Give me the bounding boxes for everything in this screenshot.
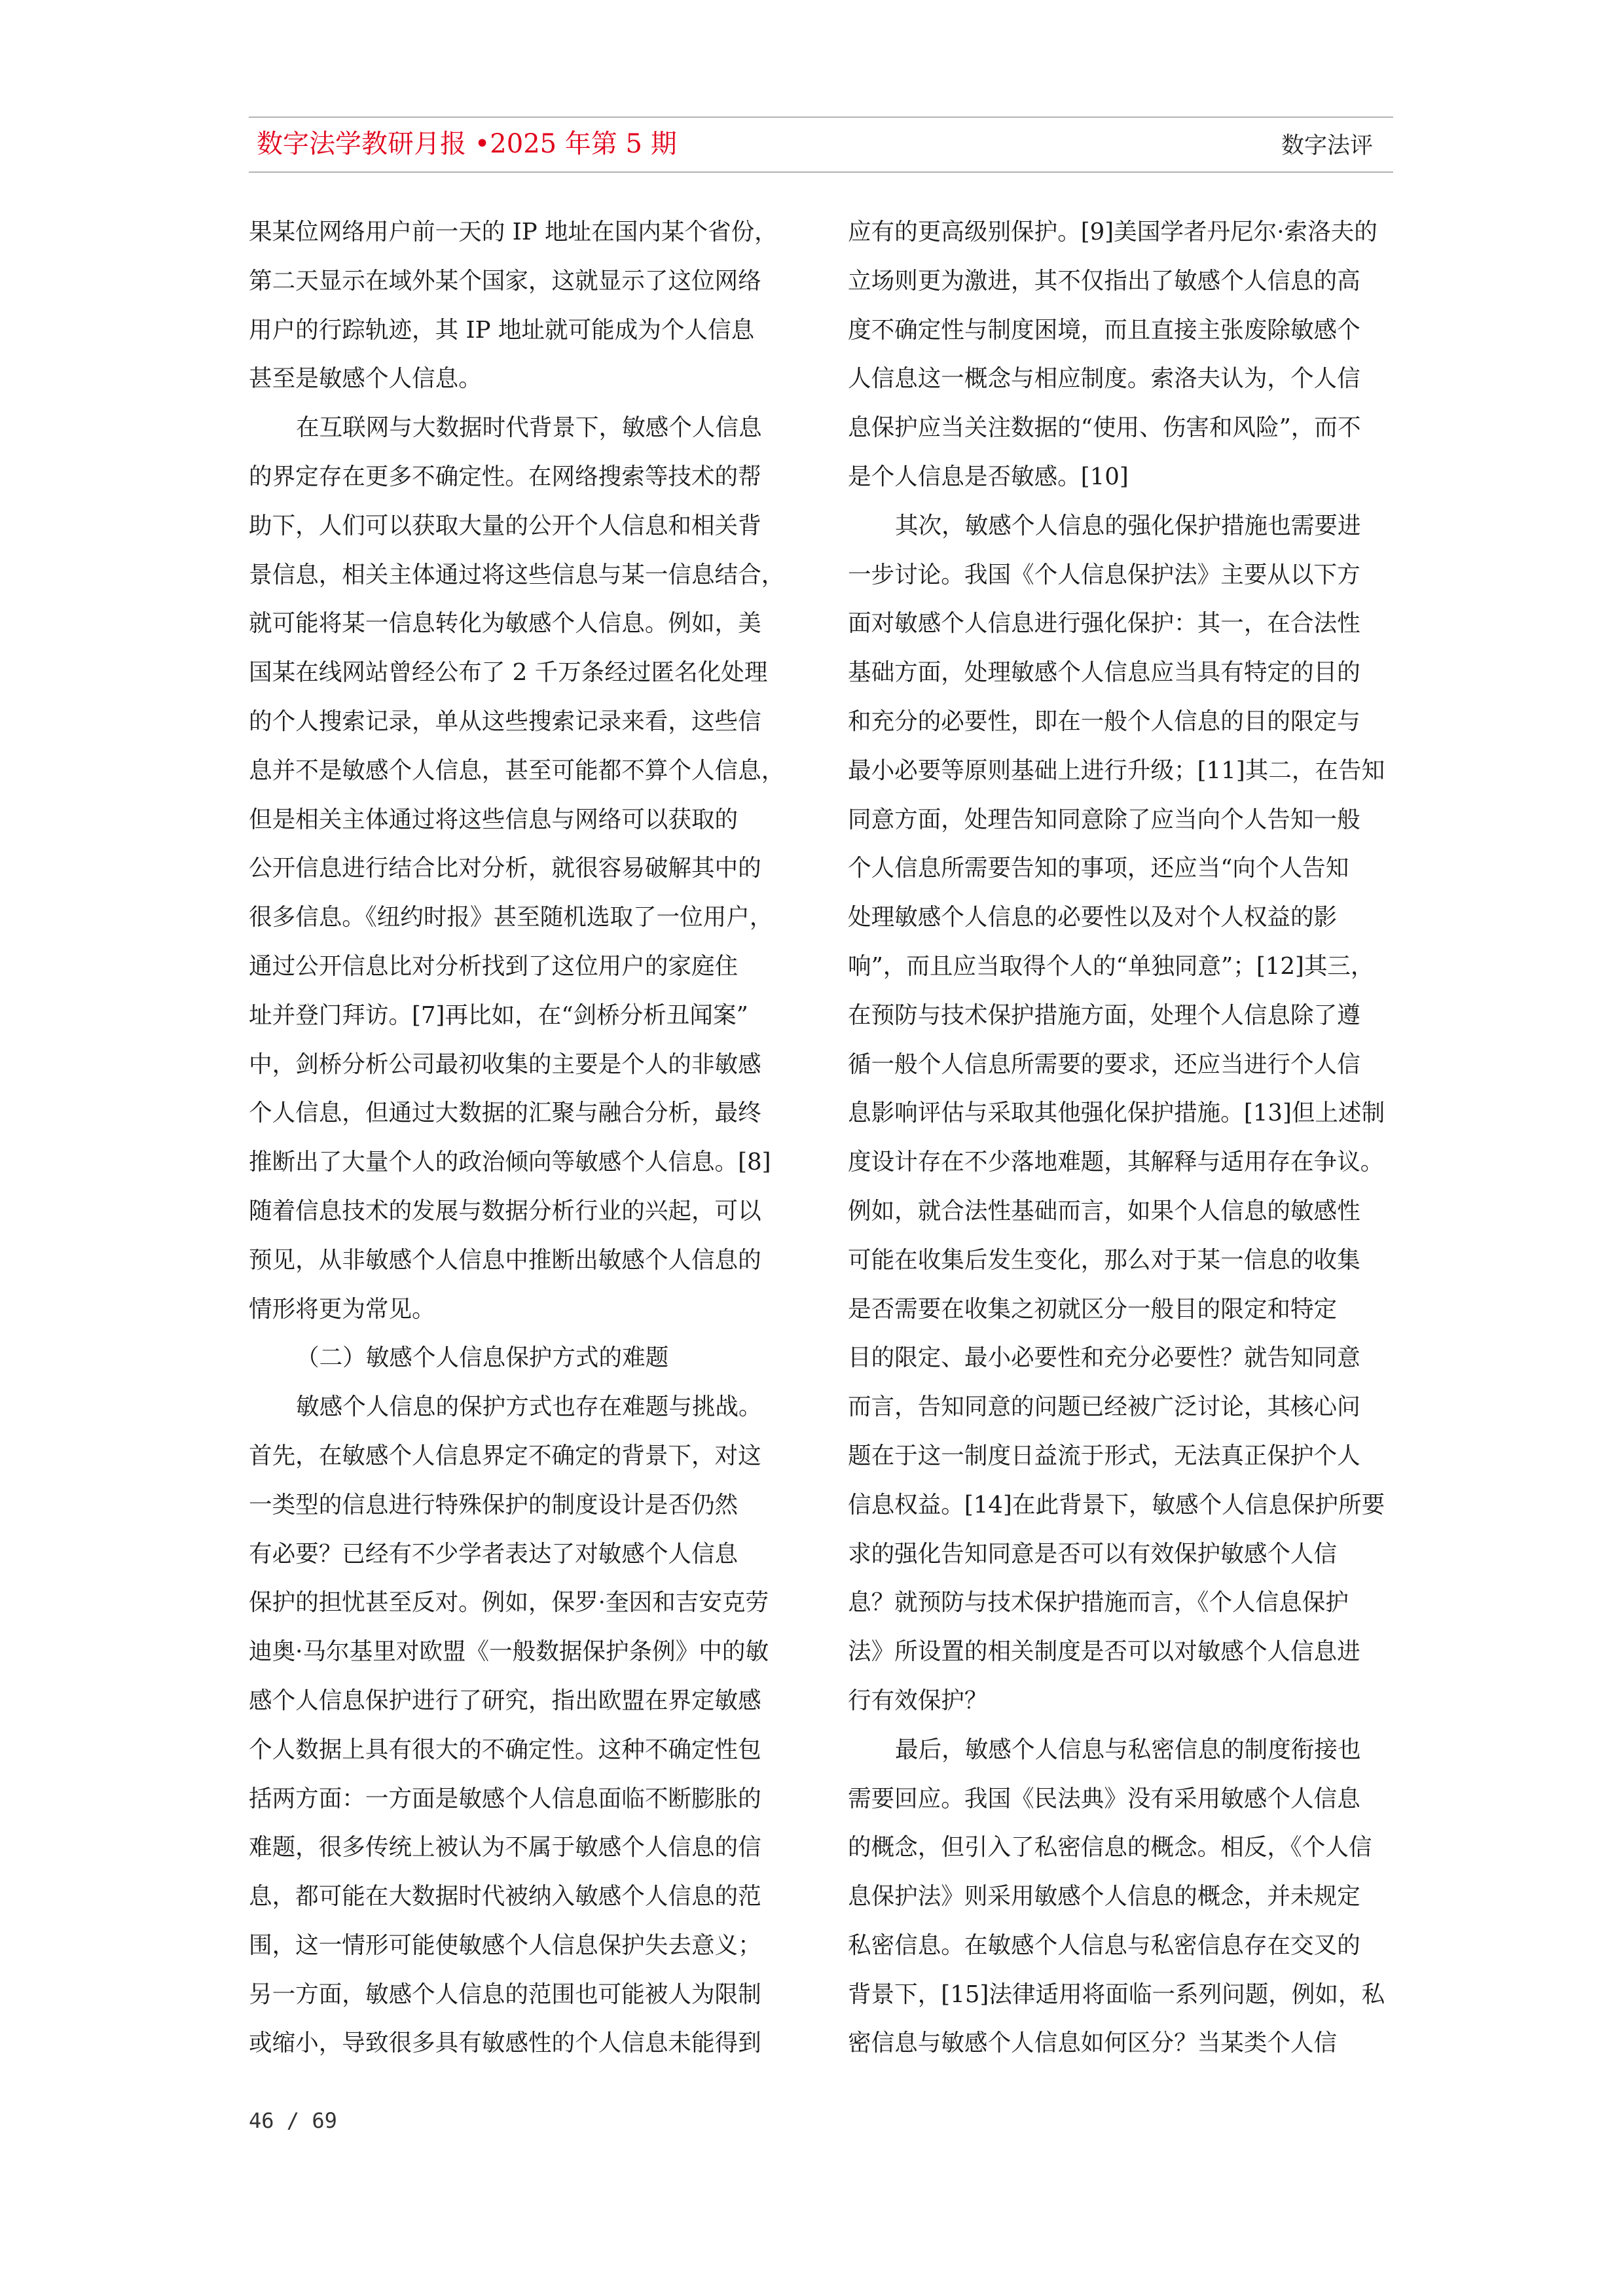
text-line: 景信息，相关主体通过将这些信息与某一信息结合， [249, 561, 785, 588]
text-line: 难题，很多传统上被认为不属于敏感个人信息的信 [249, 1834, 761, 1861]
text-line: 括两方面：一方面是敏感个人信息面临不断膨胀的 [249, 1785, 761, 1812]
header-top-rule [249, 117, 1393, 118]
text-line: 围，这一情形可能使敏感个人信息保护失去意义； [249, 1931, 761, 1959]
text-line: 需要回应。我国《民法典》没有采用敏感个人信息 [848, 1785, 1360, 1812]
text-line: 国某在线网站曾经公布了 2 千万条经过匿名化处理 [249, 659, 768, 687]
text-line: 私密信息。在敏感个人信息与私密信息存在交叉的 [848, 1931, 1360, 1959]
text-line: 度设计存在不少落地难题，其解释与适用存在争议。 [848, 1149, 1384, 1176]
text-line: 敏感个人信息的保护方式也存在难题与挑战。 [296, 1393, 762, 1421]
text-line: 随着信息技术的发展与数据分析行业的兴起，可以 [249, 1197, 761, 1225]
text-line: 和充分的必要性，即在一般个人信息的目的限定与 [848, 708, 1360, 735]
text-line: 目的限定、最小必要性和充分必要性？就告知同意 [848, 1344, 1360, 1372]
header-bottom-rule [249, 171, 1393, 173]
text-line: 面对敏感个人信息进行强化保护：其一，在合法性 [848, 610, 1360, 637]
text-line: 最小必要等原则基础上进行升级；[11]其二，在告知 [848, 757, 1385, 784]
text-line: 通过公开信息比对分析找到了这位用户的家庭住 [249, 952, 739, 980]
text-line: 用户的行踪轨迹，其 IP 地址就可能成为个人信息 [249, 316, 755, 344]
text-line: 保护的担忧甚至反对。例如，保罗·奎因和吉安克劳 [249, 1589, 769, 1617]
text-line: 在预防与技术保护措施方面，处理个人信息除了遵 [848, 1001, 1360, 1029]
text-line: 息并不是敏感个人信息，甚至可能都不算个人信息， [249, 757, 785, 784]
text-line: 甚至是敏感个人信息。 [249, 365, 482, 393]
text-line: 息影响评估与采取其他强化保护措施。[13]但上述制 [848, 1100, 1385, 1127]
text-line: 密信息与敏感个人信息如何区分？当某类个人信 [848, 2030, 1338, 2057]
text-line: 或缩小，导致很多具有敏感性的个人信息未能得到 [249, 2030, 761, 2057]
text-line: 果某位网络用户前一天的 IP 地址在国内某个省份， [249, 219, 778, 245]
text-line: 的个人搜索记录，单从这些搜索记录来看，这些信 [249, 708, 761, 735]
text-line: 最后，敏感个人信息与私密信息的制度衔接也 [895, 1736, 1361, 1763]
text-line: 人信息这一概念与相应制度。索洛夫认为，个人信 [848, 365, 1360, 393]
text-line: 个人信息所需要告知的事项，还应当“向个人告知 [848, 855, 1349, 882]
text-line: 很多信息。《纽约时报》甚至随机选取了一位用户， [249, 904, 773, 931]
section-title: 数字法评 [1281, 133, 1373, 159]
text-line: 题在于这一制度日益流于形式，无法真正保护个人 [848, 1442, 1360, 1469]
text-line: 其次，敏感个人信息的强化保护措施也需要进 [895, 512, 1361, 539]
text-line: 法》所设置的相关制度是否可以对敏感个人信息进 [848, 1638, 1360, 1666]
text-line: 推断出了大量个人的政治倾向等敏感个人信息。[8] [249, 1149, 771, 1176]
text-line: 信息权益。[14]在此背景下，敏感个人信息保护所要 [848, 1491, 1385, 1518]
text-line: 息保护应当关注数据的“使用、伤害和风险”，而不 [848, 414, 1361, 442]
text-line: 感个人信息保护进行了研究，指出欧盟在界定敏感 [249, 1687, 761, 1714]
text-line: 情形将更为常见。 [249, 1295, 435, 1323]
text-line: 应有的更高级别保护。[9]美国学者丹尼尔·索洛夫的 [848, 219, 1377, 245]
page-number: 46 / 69 [249, 2108, 337, 2133]
text-line: 首先，在敏感个人信息界定不确定的背景下，对这 [249, 1442, 761, 1469]
text-line: 求的强化告知同意是否可以有效保护敏感个人信 [848, 1540, 1338, 1568]
text-line: 的界定存在更多不确定性。在网络搜索等技术的帮 [249, 463, 761, 490]
text-line: 中，剑桥分析公司最初收集的主要是个人的非敏感 [249, 1050, 761, 1078]
text-line: 第二天显示在域外某个国家，这就显示了这位网络 [249, 267, 761, 295]
text-line: 立场则更为激进，其不仅指出了敏感个人信息的高 [848, 267, 1360, 295]
text-line: 一步讨论。我国《个人信息保护法》主要从以下方 [848, 561, 1360, 588]
text-line: 是否需要在收集之初就区分一般目的限定和特定 [848, 1295, 1338, 1323]
text-line: 度不确定性与制度困境，而且直接主张废除敏感个 [848, 316, 1360, 344]
text-line: 个人信息，但通过大数据的汇聚与融合分析，最终 [249, 1100, 761, 1127]
text-line: 息保护法》则采用敏感个人信息的概念，并未规定 [848, 1883, 1360, 1910]
text-line: 息，都可能在大数据时代被纳入敏感个人信息的范 [249, 1883, 761, 1910]
text-line: 处理敏感个人信息的必要性以及对个人权益的影 [848, 904, 1338, 931]
text-line: 但是相关主体通过将这些信息与网络可以获取的 [249, 806, 739, 833]
text-line: 有必要？已经有不少学者表达了对敏感个人信息 [249, 1540, 739, 1568]
text-line: 的概念，但引入了私密信息的概念。相反，《个人信 [848, 1834, 1372, 1861]
text-line: 助下，人们可以获取大量的公开个人信息和相关背 [249, 512, 761, 539]
text-line: 个人数据上具有很大的不确定性。这种不确定性包 [249, 1736, 761, 1763]
text-line: 可能在收集后发生变化，那么对于某一信息的收集 [848, 1246, 1360, 1274]
text-line: 例如，就合法性基础而言，如果个人信息的敏感性 [848, 1197, 1360, 1225]
text-line: 同意方面，处理告知同意除了应当向个人告知一般 [848, 806, 1360, 833]
text-line: （二）敏感个人信息保护方式的难题 [296, 1344, 669, 1372]
text-line: 基础方面，处理敏感个人信息应当具有特定的目的 [848, 659, 1360, 687]
text-line: 循一般个人信息所需要的要求，还应当进行个人信 [848, 1050, 1360, 1078]
text-line: 一类型的信息进行特殊保护的制度设计是否仍然 [249, 1491, 739, 1518]
text-line: 预见，从非敏感个人信息中推断出敏感个人信息的 [249, 1246, 761, 1274]
text-line: 就可能将某一信息转化为敏感个人信息。例如，美 [249, 610, 761, 637]
text-line: 响”，而且应当取得个人的“单独同意”；[12]其三， [848, 952, 1374, 980]
journal-title: 数字法学教研月报 •2025 年第 5 期 [257, 129, 677, 159]
text-line: 行有效保护？ [848, 1687, 988, 1714]
text-line: 迪奥·马尔基里对欧盟《一般数据保护条例》中的敏 [249, 1638, 769, 1666]
text-line: 是个人信息是否敏感。[10] [848, 463, 1129, 490]
right-column [848, 208, 1393, 2068]
text-line: 背景下，[15]法律适用将面临一系列问题，例如，私 [848, 1981, 1385, 2008]
text-line: 另一方面，敏感个人信息的范围也可能被人为限制 [249, 1981, 761, 2008]
text-line: 址并登门拜访。[7]再比如，在“剑桥分析丑闻案” [249, 1001, 748, 1029]
left-column [249, 208, 793, 2068]
text-line: 而言，告知同意的问题已经被广泛讨论，其核心问 [848, 1393, 1360, 1421]
text-line: 在互联网与大数据时代背景下，敏感个人信息 [296, 414, 762, 442]
text-line: 息？就预防与技术保护措施而言，《个人信息保护 [848, 1589, 1349, 1617]
text-line: 公开信息进行结合比对分析，就很容易破解其中的 [249, 855, 761, 882]
